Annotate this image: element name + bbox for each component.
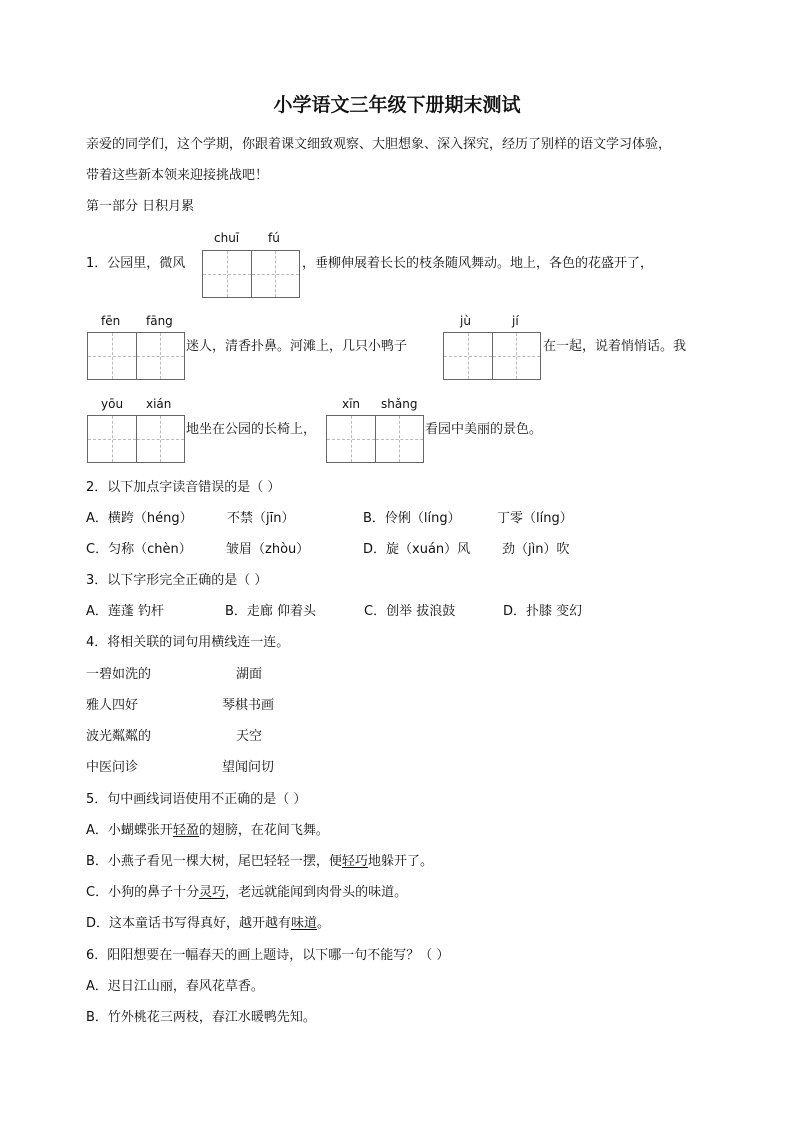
- answer-cell[interactable]: [203, 251, 251, 297]
- q5-c-pre: C．小狗的鼻子十分: [86, 885, 200, 900]
- q3-option-d[interactable]: D．扑膝 变幻: [503, 604, 583, 619]
- pinyin-shang: shǎng: [381, 397, 418, 411]
- q5-a-pre: A．小蝴蝶张开: [86, 823, 173, 838]
- answer-cell[interactable]: [88, 416, 136, 462]
- intro-line-1: 亲爱的同学们，这个学期，你跟着课文细致观察、大胆想象、深入探究，经历了别样的语文学习体验，: [86, 137, 672, 152]
- answer-box-fenfang[interactable]: [87, 332, 185, 380]
- pinyin-xin: xīn: [342, 397, 361, 411]
- q3-option-b[interactable]: B．走廊 仰着头: [225, 604, 317, 619]
- answer-cell[interactable]: [88, 333, 136, 379]
- q1-text-6: 看园中美丽的景色。: [425, 422, 543, 437]
- answer-cell[interactable]: [492, 333, 541, 379]
- q6-option-a[interactable]: A．迟日江山丽，春风花草香。: [86, 979, 264, 994]
- answer-cell[interactable]: [375, 416, 424, 462]
- q5-b-post: 地躲开了。: [367, 854, 433, 869]
- q5-option-a[interactable]: [86, 824, 329, 837]
- q5-d-post: 。: [317, 916, 331, 931]
- q1-text-4: 在一起，说着悄悄话。我: [543, 339, 687, 354]
- q5-option-d[interactable]: [86, 917, 330, 930]
- answer-cell[interactable]: [251, 251, 300, 297]
- q4-right-item[interactable]: 天空: [236, 729, 263, 744]
- q4-left-item[interactable]: 一碧如洗的: [86, 667, 152, 682]
- answer-box-xinshang[interactable]: [326, 415, 424, 463]
- q1-text-3: 迷人，清香扑鼻。河滩上，几只小鸭子: [186, 339, 408, 354]
- answer-cell[interactable]: [327, 416, 375, 462]
- q5-a-post: 的翅膀，在花间飞舞。: [198, 823, 329, 838]
- answer-box-youxian[interactable]: [87, 415, 185, 463]
- q2-option-c1[interactable]: C．匀称（chèn）: [86, 542, 192, 557]
- q5-a-underlined: 轻盈: [172, 823, 199, 838]
- answer-box-chuifu[interactable]: [202, 250, 300, 298]
- q2-stem: 2．以下加点字读音错误的是（ ）: [86, 480, 281, 495]
- q5-d-underlined: 味道: [291, 916, 318, 931]
- page-title: 小学语文三年级下册期末测试: [273, 94, 521, 116]
- q3-stem: 3．以下字形完全正确的是（ ）: [86, 573, 268, 588]
- q3-option-a[interactable]: A．莲蓬 钓杆: [86, 604, 165, 619]
- q4-left-item[interactable]: 中医问诊: [86, 760, 139, 775]
- q1-text-2: ，垂柳伸展着长长的枝条随风舞动。地上，各色的花盛开了，: [302, 256, 654, 271]
- pinyin-fu: fú: [268, 231, 280, 245]
- answer-cell[interactable]: [136, 333, 185, 379]
- answer-box-juji[interactable]: [443, 332, 541, 380]
- q5-c-post: ，老远就能闻到肉骨头的味道。: [225, 885, 408, 900]
- q5-c-underlined: 灵巧: [199, 885, 226, 900]
- answer-cell[interactable]: [136, 416, 185, 462]
- intro-line-2: 带着这些新本领来迎接挑战吧！: [86, 168, 269, 183]
- q2-option-a1[interactable]: A．横跨（héng）: [86, 511, 193, 526]
- q5-d-pre: D．这本童话书写得真好，越开越有: [86, 916, 292, 931]
- pinyin-xian: xián: [146, 397, 172, 411]
- pinyin-ju: jù: [460, 314, 471, 328]
- q2-option-d2[interactable]: 劲（jìn）吹: [502, 542, 570, 557]
- q5-b-pre: B．小燕子看见一棵大树，尾巴轻轻一摆，便: [86, 854, 342, 869]
- pinyin-fang: fāng: [146, 314, 173, 328]
- q1-text-5: 地坐在公园的长椅上，: [186, 422, 317, 437]
- q5-option-c[interactable]: [86, 886, 407, 899]
- q5-option-b[interactable]: [86, 855, 433, 868]
- q4-right-item[interactable]: 望闻问切: [222, 760, 275, 775]
- q4-left-item[interactable]: 波光粼粼的: [86, 729, 152, 744]
- pinyin-you: yōu: [101, 397, 124, 411]
- q3-option-c[interactable]: C．创举 拔浪鼓: [364, 604, 456, 619]
- q2-option-d1[interactable]: D．旋（xuán）风: [363, 542, 471, 557]
- q2-option-c2[interactable]: 皱眉（zhòu）: [226, 542, 310, 557]
- q4-left-item[interactable]: 雅人四好: [86, 698, 139, 713]
- q2-option-a2[interactable]: 不禁（jīn）: [227, 511, 295, 526]
- pinyin-ji: jí: [512, 314, 519, 328]
- q6-option-b[interactable]: B．竹外桃花三两枝，春江水暖鸭先知。: [86, 1010, 316, 1025]
- q5-stem: 5．句中画线词语使用不正确的是（ ）: [86, 792, 307, 807]
- pinyin-chui: chuī: [214, 231, 240, 245]
- section-heading: 第一部分 日积月累: [86, 199, 195, 214]
- answer-cell[interactable]: [444, 333, 492, 379]
- q4-stem: 4．将相关联的词句用横线连一连。: [86, 635, 290, 650]
- q1-text-1: 1．公园里，微风: [86, 256, 186, 271]
- q2-option-b1[interactable]: B．伶俐（líng）: [363, 511, 461, 526]
- q6-stem: 6．阳阳想要在一幅春天的画上题诗，以下哪一句不能写？（ ）: [86, 948, 450, 963]
- q5-b-underlined: 轻巧: [341, 854, 368, 869]
- q2-option-b2[interactable]: 丁零（líng）: [497, 511, 573, 526]
- pinyin-fen: fēn: [101, 314, 121, 328]
- q4-right-item[interactable]: 琴棋书画: [222, 698, 275, 713]
- q4-right-item[interactable]: 湖面: [236, 667, 263, 682]
